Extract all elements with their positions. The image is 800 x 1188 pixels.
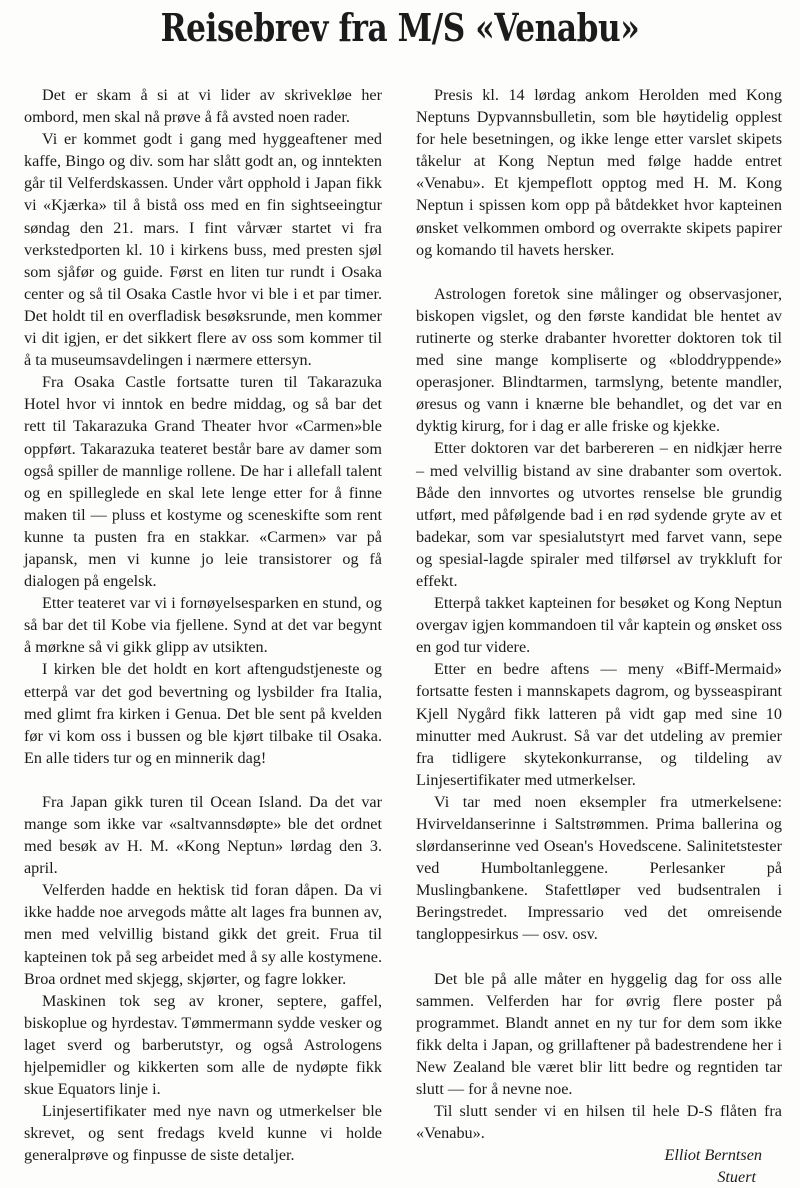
- right-column: [416, 84, 782, 1188]
- paragraph: Etter en bedre aftens — meny «Biff-Mermaid» fortsatte festen i mannskapets dagrom, og bysseaspirant Kjell Nygård fikk latteren på vidt gap med sine 10 minutter med Aukrust. Så var det utdeling av premier fra tidligere skytekonkurranse, og tildeling av Linjesertifikater med utmerkelser.: [416, 660, 782, 789]
- paragraph: Fra Japan gikk turen til Ocean Island. Da det var mange som ikke var «saltvannsdøpte» ble det ordnet med besøk av H. M. «Kong Neptun» lørdag den 3. april.: [24, 792, 382, 878]
- paragraph: Fra Osaka Castle fortsatte turen til Takarazuka Hotel hvor vi inntok en bedre middag, og så bar det rett til Takarazuka Grand Theater hvor «Carmen»ble oppført. Takarazuka teateret består bare av damer som også spiller de mannlige rollene. De har i allefall talent og en spilleglede en skal lete lenge etter for å finne maken til — pluss et kostyme og sceneskifte som rent kunne ta pusten fra en stakkar. «Carmen» var på japansk, men vi kunne jo leie transistorer og få dialogen på engelsk.: [24, 373, 382, 591]
- right-paragraphs: [416, 84, 782, 1144]
- article-title: Reisebrev fra M/S «Venabu»: [160, 5, 640, 50]
- paragraph: Etterpå takket kapteinen for besøket og Kong Neptun overgav igjen kommandoen til vår kaptein og ønsket oss en god tur videre.: [416, 594, 782, 657]
- paragraph: Til slutt sender vi en hilsen til hele D-S flåten fra «Venabu».: [416, 1102, 782, 1143]
- signature-name: Elliot Berntsen: [664, 1146, 762, 1165]
- paragraph: Maskinen tok seg av kroner, septere, gaffel, biskoplue og hyrdestav. Tømmermann sydde vesker og laget sverd og barberutstyr, og også Astrologens hjelpemidler og kikkerten som alle de nydøpte fikk skue Equators linje i.: [24, 991, 382, 1099]
- signature: [416, 1144, 782, 1188]
- paragraph: Det er skam å si at vi lider av skrivekløe her ombord, men skal nå prøve å få avsted noen rader.: [24, 86, 382, 127]
- paragraph: Astrologen foretok sine målinger og observasjoner, biskopen vigslet, og den første kandidat ble hentet av rutinerte og sterke drabanter hvoretter doktoren tok til med sine mange kompliserte og «bloddryppende» operasjoner. Blindtarmen, tarmslyng, betente mandler, øresus og vann i knærne ble behandlet, og det var en dyktig kirurg, for i dag er alle friske og kjekke.: [416, 284, 782, 436]
- left-column: [24, 84, 382, 1167]
- paragraph: Etter teateret var vi i fornøyelsesparken en stund, og så bar det til Kobe via fjellene. Synd at det var begynt å mørkne så vi gikk glipp av utsikten.: [24, 594, 382, 657]
- paragraph: Vi tar med noen eksempler fra utmerkelsene: Hvirveldanserinne i Saltstrømmen. Prima ballerina og slørdanserinne ved Osean's Hovedscene. Salinitetstester ved Humboltanleggene. Perlesanker på Muslingbankene. Stafettløper ved budsentralen i Beringstredet. Impressario ved det omreisende tangloppesirkus — osv. osv.: [416, 792, 782, 944]
- paragraph: Det ble på alle måter en hyggelig dag for oss alle sammen. Velferden har for øvrig flere poster på programmet. Blandt annet en ny tur for dem som ikke fikk delta i Japan, og grillaftener på badestrendene her i New Zealand ble været blir litt bedre og regntiden tar slutt — for å nevne noe.: [416, 969, 782, 1099]
- paragraph: Vi er kommet godt i gang med hyggeaftener med kaffe, Bingo og div. som har slått godt an, og inntekten går til Velferdskassen. Under vårt opphold i Japan fikk vi «Kjærka» til å bistå oss med en fin sightseeingtur søndag den 21. mars. I fint vårvær startet vi fra verkstedporten kl. 10 i kirkens buss, med presten sjøl som sjåfør og guide. Først en liten tur rundt i Osaka center og så til Osaka Castle hvor vi ble i et par timer. Det holdt til en overfladisk besøksrunde, men kommer vi dit igjen, er det sikkert flere av oss som kommer til å ta museumsavdelingen i nærmere ettersyn.: [24, 130, 382, 370]
- signature-role: Stuert: [717, 1168, 756, 1187]
- paragraph: Presis kl. 14 lørdag ankom Herolden med Kong Neptuns Dypvannsbulletin, som ble høytidelig opplest for hele besetningen, og ikke lenge etter varslet skipets tåkelur at Kong Neptun med følge hadde entret «Venabu». Et kjempeflott opptog med H. M. Kong Neptun i spissen kom opp på båtdekket hvor kapteinen ønsket velkommen ombord og overrakte skipets papirer og komando til havets hersker.: [416, 86, 782, 259]
- paragraph: Etter doktoren var det barbereren – en nidkjær herre – med velvillig bistand av sine drabanter som overtok. Både den innvortes og utvortes renselse ble grundig utført, med påfølgende bad i en rød sydende gryte av et badekar, som var spesialutstyrt med farvet vann, sepe og spesial-lagde spiraler med tilførsel av trykkluft for effekt.: [416, 439, 782, 590]
- paragraph: Linjesertifikater med nye navn og utmerkelser ble skrevet, og sent fredags kveld kunne vi holde generalprøve og finpusse de siste detaljer.: [24, 1102, 382, 1165]
- paragraph: Velferden hadde en hektisk tid foran dåpen. Da vi ikke hadde noe arvegods måtte alt lages fra bunnen av, men med velvillig bistand gikk det greit. Frua til kapteinen tok på seg arbeidet med å sy alle kostymene. Broa ordnet med skjegg, skjørter, og fagre lokker.: [24, 881, 382, 988]
- paragraph: I kirken ble det holdt en kort aftengudstjeneste og etterpå var det god bevertning og lysbilder fra Italia, med glimt fra kirken i Genua. Det ble sent på kvelden før vi kom oss i bussen og ble kjørt tilbake til Osaka. En alle tiders tur og en minnerik dag!: [24, 660, 382, 767]
